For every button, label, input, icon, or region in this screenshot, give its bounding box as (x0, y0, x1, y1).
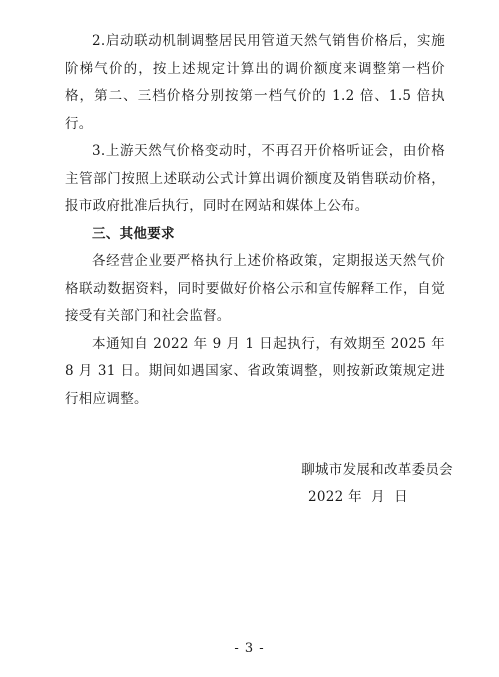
signature-organization: 聊城市发展和改革委员会 (301, 462, 453, 478)
section-heading-other-requirements: 三、其他要求 (92, 225, 175, 242)
document-body (65, 28, 445, 413)
paragraph-upstream-price-change: 3.上游天然气价格变动时，不再召开价格听证会，由价格主管部门按照上述联动公式计算出调价额度及销售联动价格，报市政府批准后执行，同时在网站和媒体上公布。 (65, 143, 445, 214)
signature-date: 2022 年 月 日 (308, 489, 408, 505)
page-number: - 3 - (234, 641, 265, 656)
paragraph-linkage-tiered-pricing: 2.启动联动机制调整居民用管道天然气销售价格后，实施阶梯气价的，按上述规定计算出的调价额度来调整第一档价格，第二、三档价格分别按第一档气价的 1.2 倍、1.5 倍执行。 (65, 33, 445, 132)
paragraph-enterprise-obligations: 各经营企业要严格执行上述价格政策，定期报送天然气价格联动数据资料，同时要做好价格公示和宣传解释工作，自觉接受有关部门和社会监督。 (65, 253, 445, 324)
paragraph-effective-period: 本通知自 2022 年 9 月 1 日起执行，有效期至 2025 年 8 月 31 日。期间如遇国家、省政策调整，则按新政策规定进行相应调整。 (65, 335, 445, 407)
